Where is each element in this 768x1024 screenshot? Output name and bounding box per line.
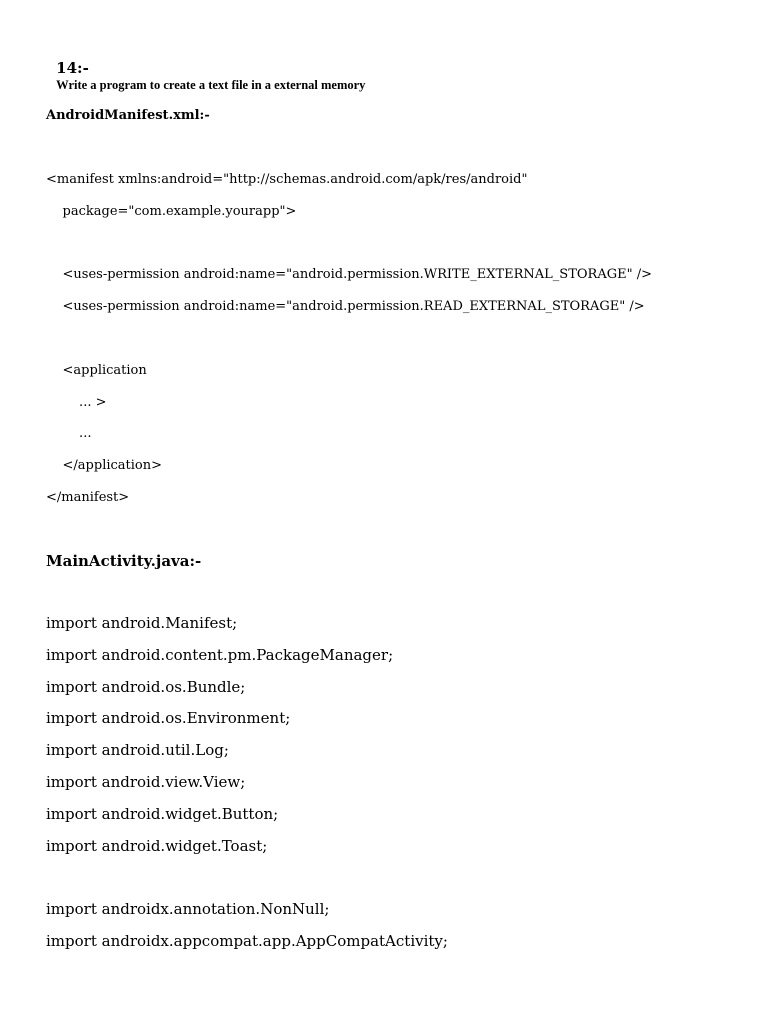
java-line: import androidx.appcompat.app.AppCompatActivity; bbox=[46, 932, 448, 950]
manifest-line: <application bbox=[46, 363, 147, 378]
java-line: import android.widget.Toast; bbox=[46, 837, 268, 855]
java-line: import android.content.pm.PackageManager; bbox=[46, 646, 394, 664]
manifest-line: ... bbox=[46, 426, 92, 441]
question-heading bbox=[46, 44, 365, 92]
java-line: import android.widget.Button; bbox=[46, 805, 279, 823]
question-number: 14:- bbox=[56, 59, 89, 77]
java-line: import android.os.Bundle; bbox=[46, 678, 246, 696]
manifest-line: package="com.example.yourapp"> bbox=[46, 204, 297, 219]
manifest-line: <uses-permission android:name="android.permission.READ_EXTERNAL_STORAGE" /> bbox=[46, 299, 645, 314]
manifest-line: </manifest> bbox=[46, 490, 130, 505]
manifest-line: ... > bbox=[46, 395, 107, 410]
java-line: import android.Manifest; bbox=[46, 614, 238, 632]
java-line: import android.util.Log; bbox=[46, 741, 229, 759]
java-line: import androidx.annotation.NonNull; bbox=[46, 900, 330, 918]
manifest-line: <uses-permission android:name="android.permission.WRITE_EXTERNAL_STORAGE" /> bbox=[46, 267, 652, 282]
manifest-heading: AndroidManifest.xml:- bbox=[46, 108, 210, 123]
manifest-line: </application> bbox=[46, 458, 163, 473]
java-heading: MainActivity.java:- bbox=[46, 552, 202, 570]
java-line: import android.os.Environment; bbox=[46, 709, 291, 727]
manifest-line: <manifest xmlns:android="http://schemas.android.com/apk/res/android" bbox=[46, 172, 528, 187]
java-line: import android.view.View; bbox=[46, 773, 246, 791]
question-text: Write a program to create a text file in a external memory bbox=[56, 78, 366, 92]
